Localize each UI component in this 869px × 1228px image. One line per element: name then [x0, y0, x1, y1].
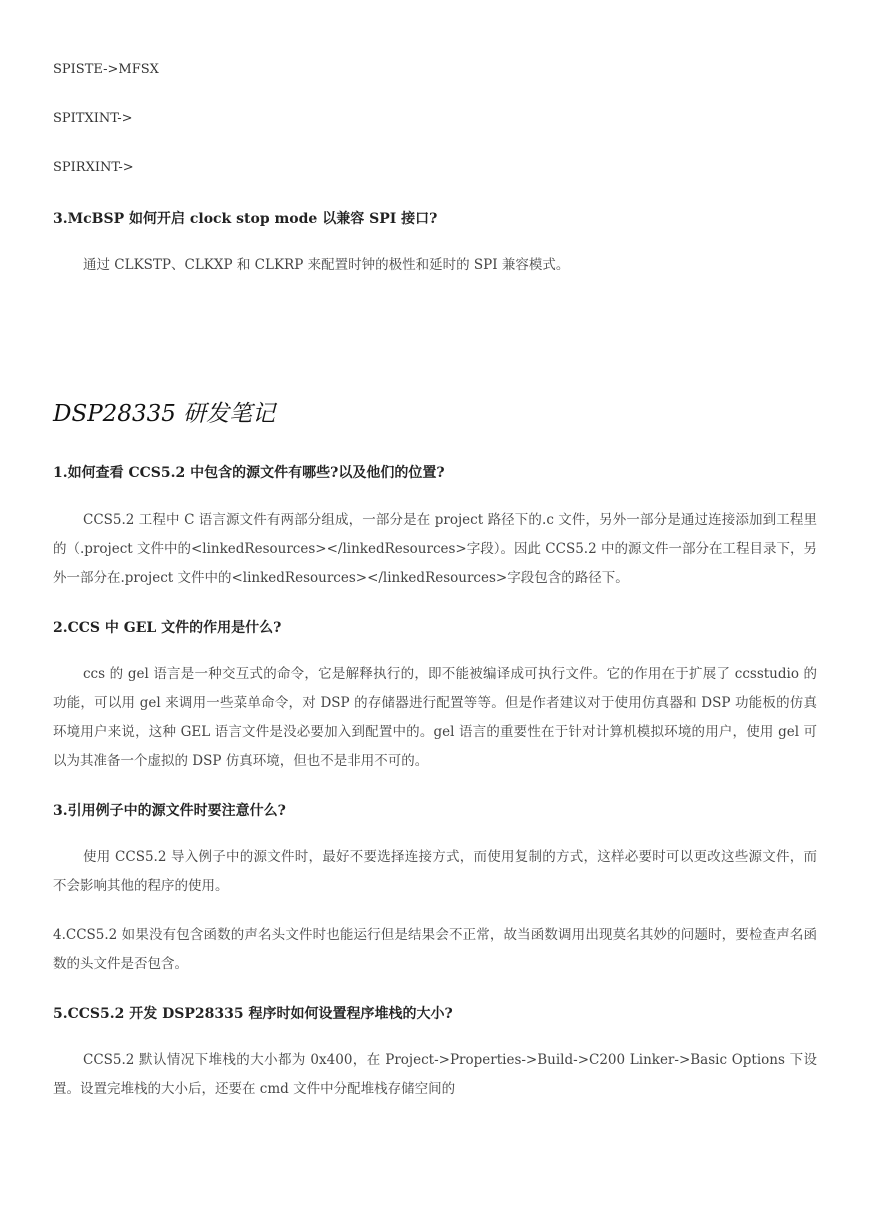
section-title: DSP28335 研发笔记 [53, 401, 276, 427]
q5-heading: 5.CCS5.2 开发 DSP28335 程序时如何设置程序堆栈的大小? [53, 1006, 453, 1022]
q4-paragraph: 4.CCS5.2 如果没有包含函数的声名头文件时也能运行但是结果会不正常，故当函数调用出现莫名其妙的问题时，要检查声名函数的头文件是否包含。 [53, 927, 817, 972]
signal-line-spitxint: SPITXINT-> [53, 111, 133, 126]
signal-line-spiste: SPISTE->MFSX [53, 62, 159, 77]
mcbsp-heading: 3.McBSP 如何开启 clock stop mode 以兼容 SPI 接口? [53, 211, 438, 227]
q2-paragraph: ccs 的 gel 语言是一种交互式的命令，它是解释执行的，即不能被编译成可执行文件。它的作用在于扩展了 ccsstudio 的功能，可以用 gel 来调用一些菜单命令，对 DSP 的存储器进行配置等等。但是作者建议对于使用仿真器和 DSP 功能板的仿真环境用户来说，这种 GEL 语言文件是没必要加入到配置中的。gel 语言的重要性在于针对计算机模拟环境的用户，使用 gel 可以为其准备一个虚拟的 DSP 仿真环境，但也不是非用不可的。 [53, 666, 817, 769]
q5-paragraph: CCS5.2 默认情况下堆栈的大小都为 0x400，在 Project->Properties->Build->C200 Linker->Basic Options 下设置。设置完堆栈的大小后，还要在 cmd 文件中分配堆栈存储空间的 [53, 1052, 817, 1097]
q3-paragraph: 使用 CCS5.2 导入例子中的源文件时，最好不要选择连接方式，而使用复制的方式，这样必要时可以更改这些源文件，而不会影响其他的程序的使用。 [53, 849, 817, 894]
q1-heading: 1.如何查看 CCS5.2 中包含的源文件有哪些?以及他们的位置? [53, 465, 445, 481]
mcbsp-paragraph: 通过 CLKSTP、CLKXP 和 CLKRP 来配置时钟的极性和延时的 SPI 兼容模式。 [83, 257, 570, 273]
q3-heading: 3.引用例子中的源文件时要注意什么? [53, 803, 286, 819]
q2-heading: 2.CCS 中 GEL 文件的作用是什么? [53, 620, 282, 636]
signal-line-spirxint: SPIRXINT-> [53, 160, 134, 175]
q1-paragraph: CCS5.2 工程中 C 语言源文件有两部分组成，一部分是在 project 路径下的.c 文件，另外一部分是通过连接添加到工程里的（.project 文件中的<linkedResources></linkedResources>字段）。因此 CCS5.2 中的源文件一部分在工程目录下，另外一部分在.project 文件中的<linkedResources></linkedResources>字段包含的路径下。 [53, 512, 817, 586]
